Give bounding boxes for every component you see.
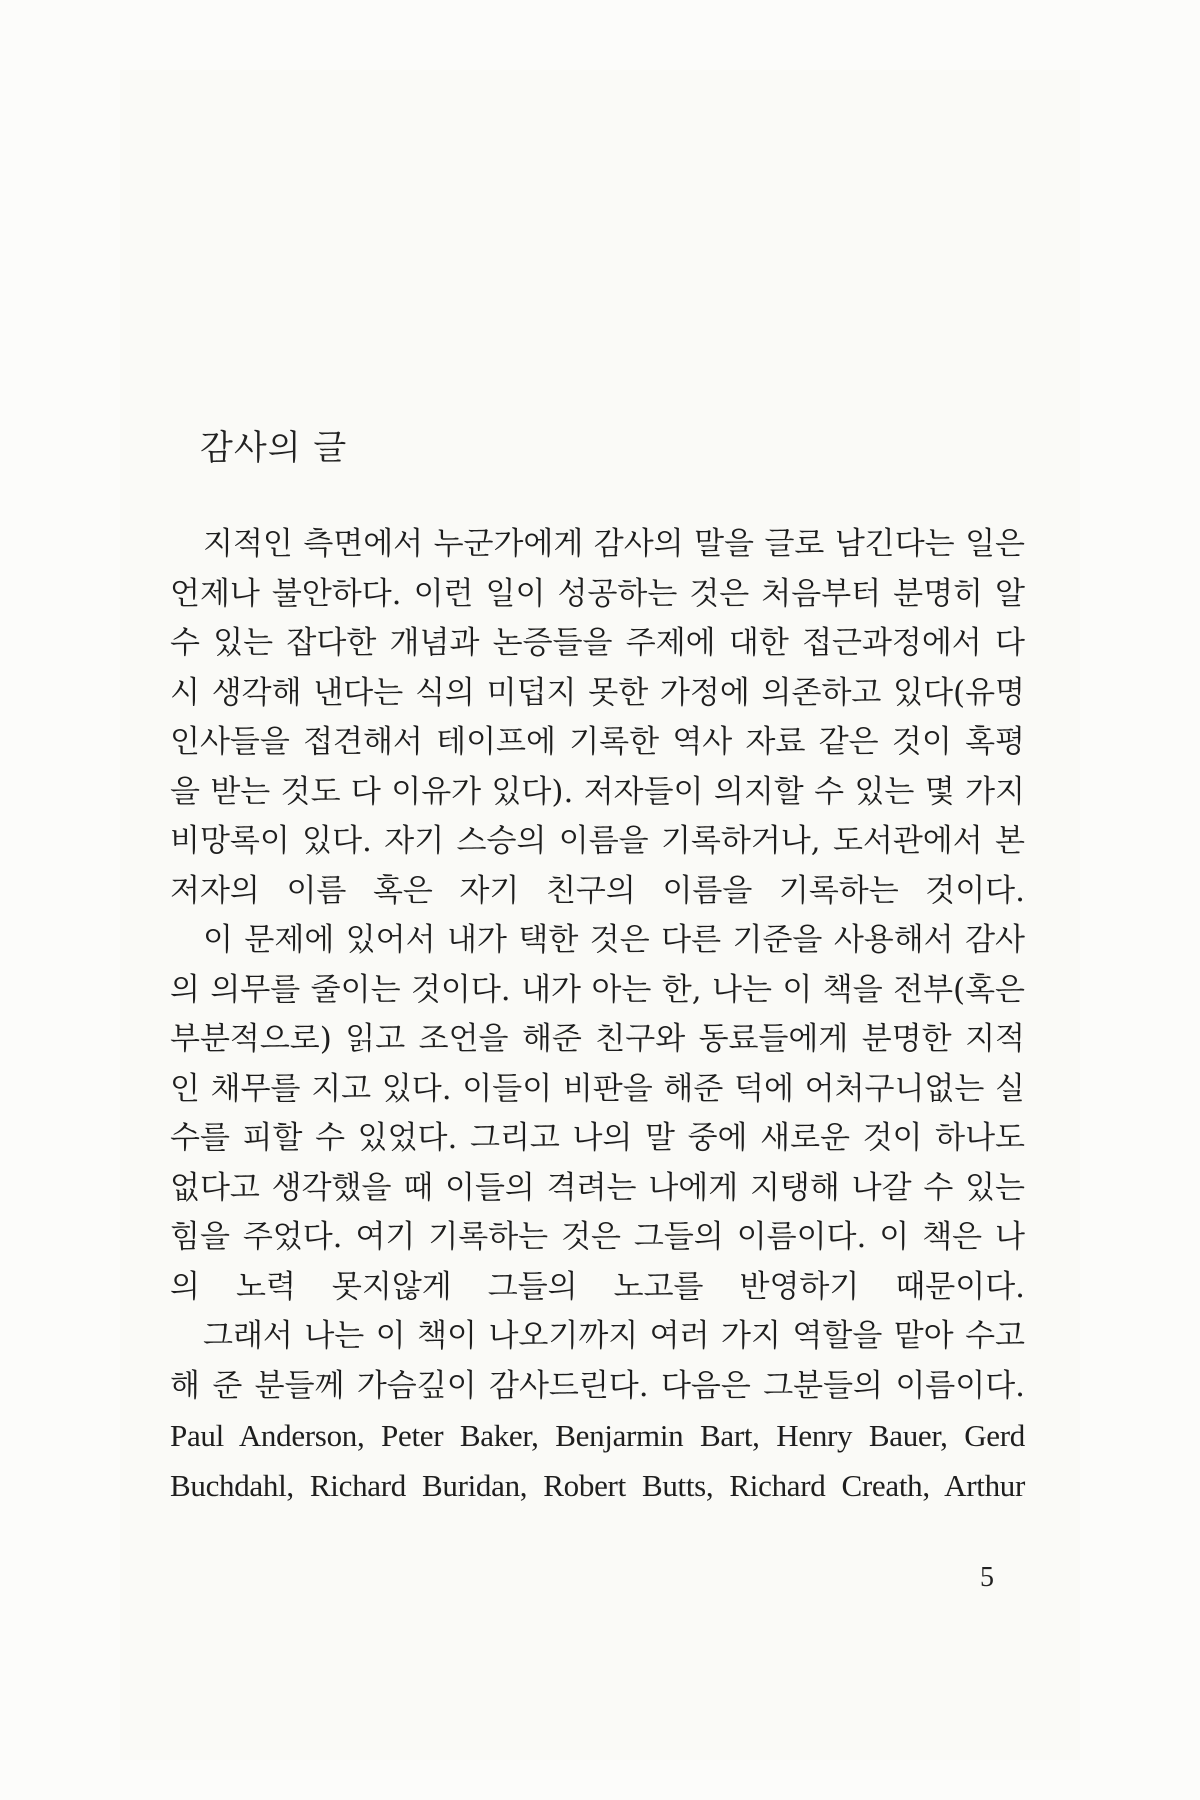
paragraph-3: 그래서 나는 이 책이 나오기까지 여러 가지 역할을 맡아 수고해 준 분들께 가슴깊이 감사드린다. 다음은 그분들의 이름이다.: [170, 1318, 1025, 1404]
page-title: 감사의 글: [200, 428, 348, 468]
page-number: 5: [980, 1562, 994, 1593]
names-list: Paul Anderson, Peter Baker, Benjarmin Bart, Henry Bauer, Gerd Buchdahl, Richard Buridan, Robert Butts, Richard Creath, Arthur: [170, 1418, 1025, 1503]
paragraph-1: 지적인 측면에서 누군가에게 감사의 말을 글로 남긴다는 일은 언제나 불안하다. 이런 일이 성공하는 것은 처음부터 분명히 알 수 있는 잡다한 개념과 논증들을 주제에 대한 접근과정에서 다시 생각해 낸다는 식의 미덥지 못한 가정에 의존하고 있다(유명인사들을 접견해서 테이프에 기록한 역사 자료 같은 것이 혹평을 받는 것도 다 이유가 있다). 저자들이 의지할 수 있는 몇 가지 비망록이 있다. 자기 스승의 이름을 기록하거나, 도서관에서 본 저자의 이름 혹은 자기 친구의 이름을 기록하는 것이다.: [170, 526, 1025, 909]
paragraph-2: 이 문제에 있어서 내가 택한 것은 다른 기준을 사용해서 감사의 의무를 줄이는 것이다. 내가 아는 한, 나는 이 책을 전부(혹은 부분적으로) 읽고 조언을 해준 친구와 동료들에게 분명한 지적인 채무를 지고 있다. 이들이 비판을 해준 덕에 어처구니없는 실수를 피할 수 있었다. 그리고 나의 말 중에 새로운 것이 하나도 없다고 생각했을 때 이들의 격려는 나에게 지탱해 나갈 수 있는 힘을 주었다. 여기 기록하는 것은 그들의 이름이다. 이 책은 나의 노력 못지않게 그들의 노고를 반영하기 때문이다.: [170, 922, 1025, 1305]
body-text: [170, 520, 1025, 1511]
